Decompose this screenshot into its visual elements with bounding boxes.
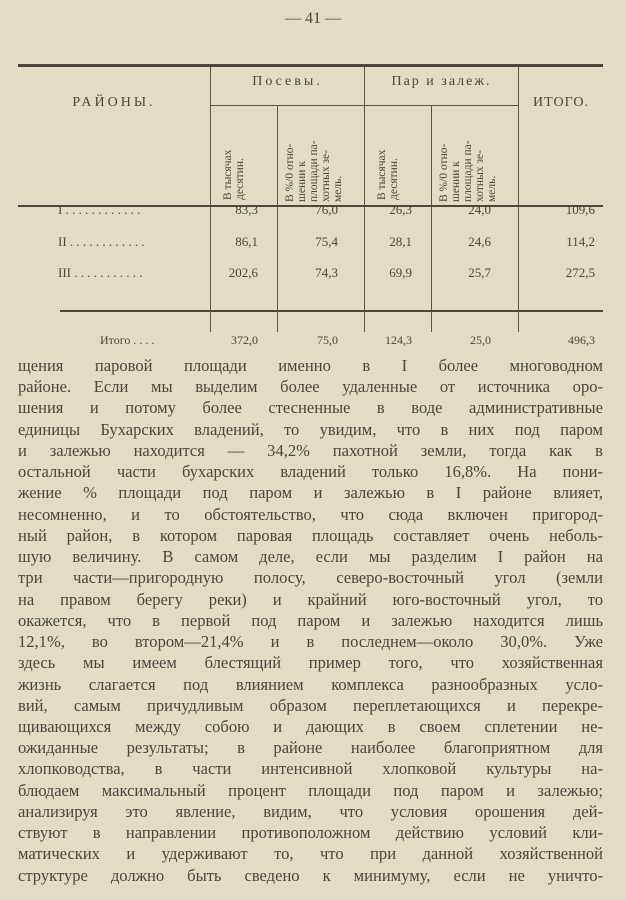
text-line: шения и потому более стесненные в воде административные bbox=[18, 398, 603, 418]
text-line: щения паровой площади именно в I более многоводном bbox=[18, 356, 603, 375]
cell: 28,1 bbox=[389, 234, 412, 249]
text-line: ствуют в направлении противоположном действию условий кли- bbox=[18, 823, 603, 843]
text-line: единицы Бухарских владений, то увидим, что в них под паром bbox=[18, 419, 603, 439]
fallow-percent-header: В %/0 отно- шении к площади па- хотных зе- мель. bbox=[438, 140, 498, 202]
sowings-percent-header: В %/0 отно- шении к площади па- хотных зе- мель. bbox=[284, 140, 344, 202]
text-line: ожиданные результаты; в районе наиболее благоприятном для bbox=[18, 738, 603, 758]
cell: 272,5 bbox=[565, 265, 595, 280]
table-row bbox=[18, 234, 603, 254]
cell: 69,9 bbox=[389, 265, 412, 280]
text-line: вий, самым причудливым образом переплетающихся и перекре- bbox=[18, 695, 603, 715]
text-line: блюдаем максимальный процент площади под паром и залежью; bbox=[18, 780, 603, 800]
cell: 114,2 bbox=[566, 234, 595, 249]
text-line: жение % площади под паром и залежью в I районе влияет, bbox=[18, 483, 603, 503]
cell: 75,4 bbox=[315, 234, 338, 249]
sowings-thousands-header: В тысячах десятин. bbox=[222, 149, 246, 200]
fallow-header: Пар и залеж. bbox=[391, 74, 492, 89]
row-label: II . . . . . . . . . . . . bbox=[58, 234, 145, 249]
text-line: несомненно, и то обстоятельство, что сюда включен пригород- bbox=[18, 504, 603, 524]
cell: 26,3 bbox=[389, 202, 412, 217]
text-line: структуре должно быть сведено к минимуму, если не уничто- bbox=[18, 865, 603, 885]
column-divider bbox=[210, 67, 211, 332]
row-label: Итого . . . . bbox=[100, 333, 155, 347]
text-line: районе. Если мы выделим более удаленные от источника оро- bbox=[18, 377, 603, 397]
text-line: здесь мы имеем блестящий пример того, что хозяйственная bbox=[18, 653, 603, 673]
cell: 202,6 bbox=[228, 265, 258, 280]
cell: 124,3 bbox=[385, 333, 412, 347]
cell: 24,0 bbox=[468, 202, 491, 217]
text-line: остальной части бухарских владений только 16,8%. На пони- bbox=[18, 462, 603, 482]
text-line: ный район, в котором паровая площадь составляет очень неболь- bbox=[18, 525, 603, 545]
text-line: хлопководства, в части интенсивной хлопковой культуры на- bbox=[18, 759, 603, 779]
cell: 372,0 bbox=[231, 333, 258, 347]
sowings-header: Посевы. bbox=[252, 74, 323, 89]
text-line: анализируя это явление, видим, что условия орошения дей- bbox=[18, 801, 603, 821]
group-rule bbox=[211, 105, 518, 106]
text-line: и залежью находится — 34,2% пахотной земли, тогда как в bbox=[18, 440, 603, 460]
cell: 25,0 bbox=[470, 333, 491, 347]
cell: 86,1 bbox=[235, 234, 258, 249]
total-rule bbox=[60, 310, 603, 312]
districts-header: РАЙОНЫ. bbox=[72, 95, 156, 110]
column-divider bbox=[364, 67, 365, 332]
row-label: I . . . . . . . . . . . . bbox=[58, 202, 141, 217]
text-line: три части—пригородную полосу, северо-восточный угол (земли bbox=[18, 568, 603, 588]
cell: 25,7 bbox=[468, 265, 491, 280]
row-label: III . . . . . . . . . . . bbox=[58, 265, 143, 280]
text-line: жизнь слагается под влиянием комплекса разнообразных усло- bbox=[18, 674, 603, 694]
text-line: на правом берегу реки) и крайний юго-восточный угол, то bbox=[18, 589, 603, 609]
page-number: — 41 — bbox=[285, 10, 341, 27]
text-line: матических и удерживают то, что при данной хозяйственной bbox=[18, 844, 603, 864]
text-line: окажется, что в первой под паром и залежью находится лишь bbox=[18, 610, 603, 630]
cell: 109,6 bbox=[565, 202, 595, 217]
table-row bbox=[18, 202, 603, 222]
cell: 24,6 bbox=[468, 234, 491, 249]
text-line: щивающихся между собою и дающих в своем сплетении не- bbox=[18, 716, 603, 736]
total-row bbox=[18, 333, 603, 353]
table-top-rule bbox=[18, 64, 603, 67]
fallow-thousands-header: В тысячах десятин. bbox=[376, 149, 400, 200]
body-text bbox=[18, 355, 603, 886]
cell: 74,3 bbox=[315, 265, 338, 280]
cell: 496,3 bbox=[568, 333, 595, 347]
text-line: 12,1%, во втором—21,4% и в последнем—около 30,0%. Уже bbox=[18, 632, 603, 652]
cell: 75,0 bbox=[317, 333, 338, 347]
text-line: шую величину. В самом деле, если мы разделим I район на bbox=[18, 547, 603, 567]
table-row bbox=[18, 265, 603, 285]
total-header: ИТОГО. bbox=[533, 95, 589, 110]
cell: 76,0 bbox=[315, 202, 338, 217]
cell: 83,3 bbox=[235, 202, 258, 217]
